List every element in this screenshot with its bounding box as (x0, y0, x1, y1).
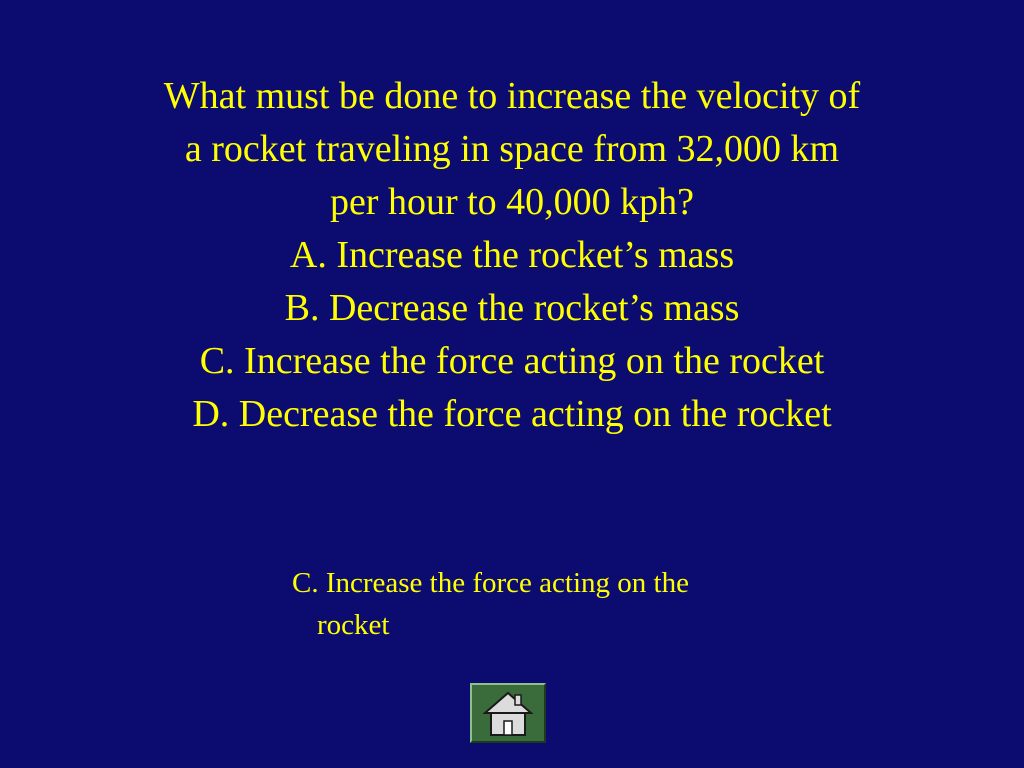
question-line: What must be done to increase the velocity of (163, 75, 861, 117)
option-a: A. Increase the rocket’s mass (289, 234, 735, 276)
option-b: B. Decrease the rocket’s mass (284, 287, 740, 329)
answer-line: C. Increase the force acting on the (292, 567, 689, 599)
option-c: C. Increase the force acting on the rocket (199, 340, 825, 382)
answer-text (292, 562, 852, 646)
home-button[interactable] (470, 683, 546, 743)
question-text (60, 70, 964, 441)
home-icon (472, 685, 544, 741)
question-line: a rocket traveling in space from 32,000 km (184, 128, 840, 170)
answer-line: rocket (317, 609, 390, 641)
question-line: per hour to 40,000 kph? (329, 181, 695, 223)
option-d: D. Decrease the force acting on the rocket (192, 393, 832, 435)
